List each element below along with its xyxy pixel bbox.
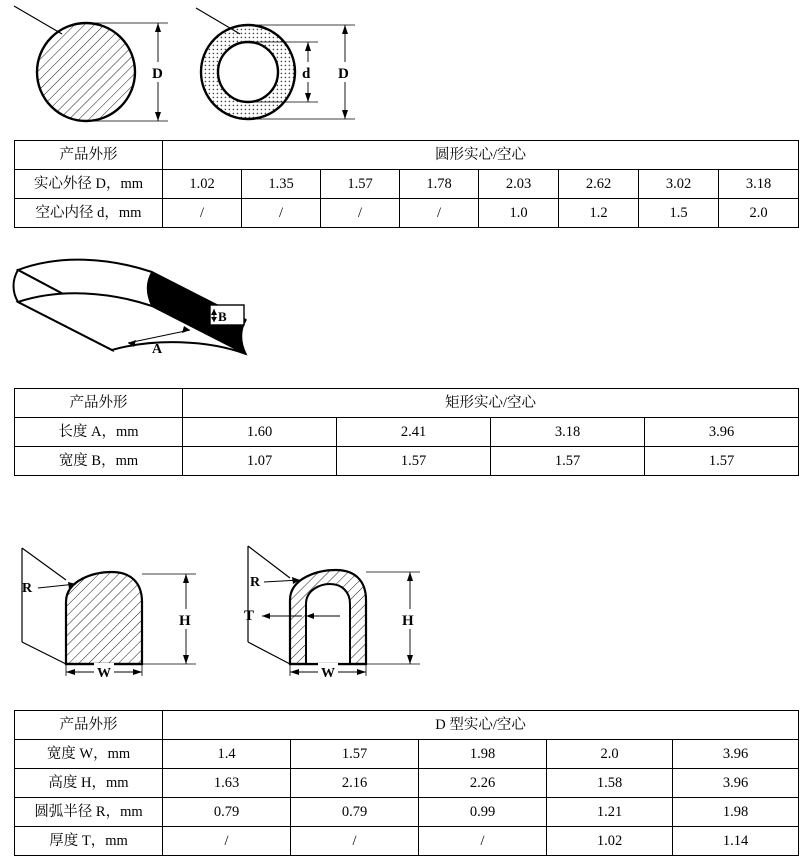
header-shape: 产品外形 (15, 141, 163, 170)
cell: 1.21 (547, 798, 673, 827)
cell: 2.16 (291, 769, 419, 798)
table-row (15, 711, 799, 740)
figure-rectangular-cross-section (0, 248, 300, 378)
row-label-width: 宽度 W，mm (15, 740, 163, 769)
cell: 3.02 (639, 170, 719, 199)
table-row (15, 389, 799, 418)
table-row (15, 827, 799, 856)
row-label-radius: 圆弧半径 R，mm (15, 798, 163, 827)
cell: 1.2 (559, 199, 639, 228)
cell: / (163, 199, 242, 228)
svg-text:W: W (321, 666, 335, 681)
cell: / (400, 199, 479, 228)
cell: 1.35 (242, 170, 321, 199)
table-d-dimensions (14, 710, 799, 856)
rectangular-section-drawing (0, 248, 300, 378)
header-group: D 型实心/空心 (163, 711, 799, 740)
cell: 2.03 (479, 170, 559, 199)
header-shape: 产品外形 (15, 711, 163, 740)
table-rectangular-dimensions (14, 388, 799, 476)
cell: / (163, 827, 291, 856)
table-row (15, 418, 799, 447)
svg-text:D: D (152, 66, 163, 82)
cell: 1.63 (163, 769, 291, 798)
cell: 2.62 (559, 170, 639, 199)
header-shape: 产品外形 (15, 389, 183, 418)
cell: 1.98 (673, 798, 799, 827)
cell: 1.02 (547, 827, 673, 856)
table-row (15, 170, 799, 199)
header-group: 圆形实心/空心 (163, 141, 799, 170)
cell: / (419, 827, 547, 856)
cell: 2.41 (337, 418, 491, 447)
circular-section-drawing (0, 0, 420, 135)
cell: 2.0 (719, 199, 799, 228)
cell: 0.79 (163, 798, 291, 827)
cell: 2.0 (547, 740, 673, 769)
svg-text:d: d (302, 66, 311, 82)
cell: 3.18 (719, 170, 799, 199)
cell: 3.96 (645, 418, 799, 447)
cell: / (321, 199, 400, 228)
cell: 1.58 (547, 769, 673, 798)
cell: 1.57 (337, 447, 491, 476)
cell: 0.79 (291, 798, 419, 827)
cell: / (242, 199, 321, 228)
svg-text:R: R (250, 575, 261, 590)
row-label-outer-diameter: 实心外径 D，mm (15, 170, 163, 199)
cell: 1.57 (321, 170, 400, 199)
cell: 0.99 (419, 798, 547, 827)
svg-text:H: H (402, 613, 414, 629)
figure-circular-cross-sections (0, 0, 420, 135)
table-row (15, 199, 799, 228)
svg-text:D: D (338, 66, 349, 82)
row-label-height: 高度 H，mm (15, 769, 163, 798)
figure-d-cross-sections (0, 524, 440, 684)
cell: 1.14 (673, 827, 799, 856)
d-section-drawing (0, 524, 440, 684)
svg-text:R: R (22, 581, 33, 596)
svg-text:H: H (179, 613, 191, 629)
row-label-inner-diameter: 空心内径 d，mm (15, 199, 163, 228)
row-label-width: 宽度 B，mm (15, 447, 183, 476)
header-group: 矩形实心/空心 (183, 389, 799, 418)
cell: 1.78 (400, 170, 479, 199)
table-row (15, 769, 799, 798)
cell: 1.57 (491, 447, 645, 476)
table-row (15, 141, 799, 170)
cell: 1.57 (645, 447, 799, 476)
cell: 1.02 (163, 170, 242, 199)
cell: 2.26 (419, 769, 547, 798)
table-row (15, 447, 799, 476)
svg-text:W: W (97, 666, 111, 681)
cell: 1.5 (639, 199, 719, 228)
cell: 3.18 (491, 418, 645, 447)
table-row (15, 798, 799, 827)
cell: / (291, 827, 419, 856)
row-label-length: 长度 A，mm (15, 418, 183, 447)
cell: 1.07 (183, 447, 337, 476)
cell: 1.4 (163, 740, 291, 769)
svg-text:A: A (152, 342, 163, 357)
cell: 1.98 (419, 740, 547, 769)
cell: 3.96 (673, 769, 799, 798)
table-circular-dimensions (14, 140, 799, 228)
cell: 1.57 (291, 740, 419, 769)
svg-text:T: T (244, 608, 255, 624)
cell: 1.0 (479, 199, 559, 228)
cell: 3.96 (673, 740, 799, 769)
table-row (15, 740, 799, 769)
cell: 1.60 (183, 418, 337, 447)
svg-text:B: B (218, 309, 227, 324)
row-label-thickness: 厚度 T，mm (15, 827, 163, 856)
